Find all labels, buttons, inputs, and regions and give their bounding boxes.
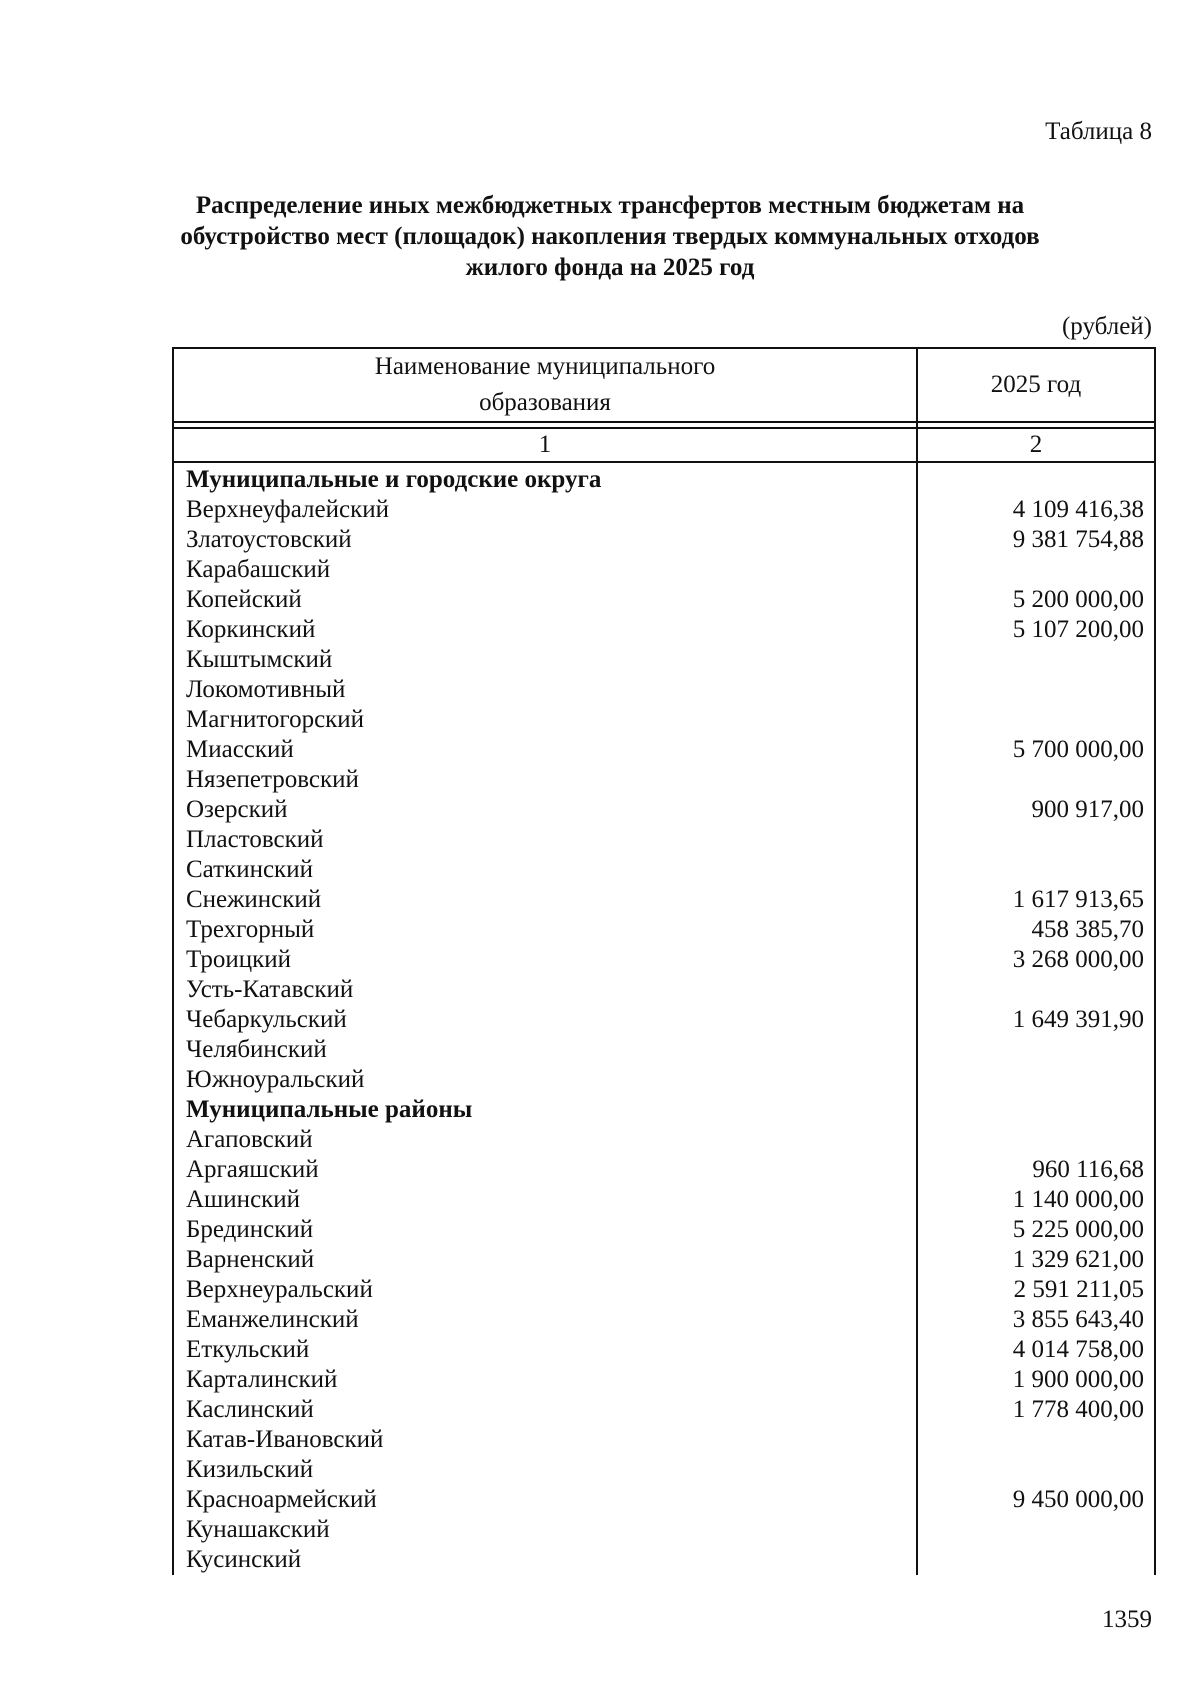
table-row (173, 945, 1155, 975)
table-row (173, 795, 1155, 825)
table-row (173, 1365, 1155, 1395)
table-row (173, 975, 1155, 1005)
municipality-name: Нязепетровский (173, 765, 917, 795)
column-number-1: 1 (173, 428, 917, 462)
table-row (173, 1185, 1155, 1215)
table-row (173, 1125, 1155, 1155)
municipality-name: Снежинский (173, 885, 917, 915)
municipality-name: Кыштымский (173, 645, 917, 675)
section-value-cell (917, 462, 1155, 495)
title-line: жилого фонда на 2025 год (465, 254, 755, 281)
column-header-year: 2025 год (917, 348, 1155, 422)
municipality-name: Чебаркульский (173, 1005, 917, 1035)
table-row (173, 1395, 1155, 1425)
amount-2025 (917, 1035, 1155, 1065)
amount-2025: 1 900 000,00 (917, 1365, 1155, 1395)
table-row (173, 1485, 1155, 1515)
table-row (173, 1155, 1155, 1185)
table-label: Таблица 8 (1045, 118, 1152, 145)
section-title: Муниципальные и городские округа (173, 462, 917, 495)
municipality-name: Миасский (173, 735, 917, 765)
municipality-name: Златоустовский (173, 525, 917, 555)
municipality-name: Саткинский (173, 855, 917, 885)
table-row (173, 1065, 1155, 1095)
allocation-table (172, 347, 1156, 1575)
amount-2025 (917, 975, 1155, 1005)
municipality-name: Южноуральский (173, 1065, 917, 1095)
municipality-name: Троицкий (173, 945, 917, 975)
municipality-name: Катав-Ивановский (173, 1425, 917, 1455)
table-row (173, 495, 1155, 525)
document-title (170, 190, 1050, 283)
amount-2025: 1 778 400,00 (917, 1395, 1155, 1425)
amount-2025: 5 225 000,00 (917, 1215, 1155, 1245)
section-row (173, 1095, 1155, 1125)
amount-2025: 9 381 754,88 (917, 525, 1155, 555)
municipality-name: Брединский (173, 1215, 917, 1245)
amount-2025 (917, 855, 1155, 885)
amount-2025 (917, 555, 1155, 585)
municipality-name: Локомотивный (173, 675, 917, 705)
municipality-name: Карабашский (173, 555, 917, 585)
section-title: Муниципальные районы (173, 1095, 917, 1125)
amount-2025: 5 200 000,00 (917, 585, 1155, 615)
municipality-name: Кусинский (173, 1545, 917, 1575)
table-row (173, 735, 1155, 765)
municipality-name: Агаповский (173, 1125, 917, 1155)
amount-2025: 3 268 000,00 (917, 945, 1155, 975)
table-row (173, 1455, 1155, 1485)
column-header-name: Наименование муниципального образования (173, 348, 917, 422)
amount-2025 (917, 675, 1155, 705)
municipality-name: Копейский (173, 585, 917, 615)
amount-2025: 900 917,00 (917, 795, 1155, 825)
municipality-name: Озерский (173, 795, 917, 825)
table-row (173, 675, 1155, 705)
amount-2025 (917, 1545, 1155, 1575)
municipality-name: Еманжелинский (173, 1305, 917, 1335)
amount-2025: 458 385,70 (917, 915, 1155, 945)
table-row (173, 1545, 1155, 1575)
municipality-name: Верхнеуральский (173, 1275, 917, 1305)
amount-2025: 5 700 000,00 (917, 735, 1155, 765)
amount-2025: 1 649 391,90 (917, 1005, 1155, 1035)
municipality-name: Карталинский (173, 1365, 917, 1395)
amount-2025: 5 107 200,00 (917, 615, 1155, 645)
municipality-name: Еткульский (173, 1335, 917, 1365)
table-row (173, 1335, 1155, 1365)
municipality-name: Кунашакский (173, 1515, 917, 1545)
municipality-name: Варненский (173, 1245, 917, 1275)
amount-2025: 960 116,68 (917, 1155, 1155, 1185)
municipality-name: Каслинский (173, 1395, 917, 1425)
municipality-name: Коркинский (173, 615, 917, 645)
table-row (173, 705, 1155, 735)
amount-2025: 2 591 211,05 (917, 1275, 1155, 1305)
municipality-name: Ашинский (173, 1185, 917, 1215)
municipality-name: Челябинский (173, 1035, 917, 1065)
section-row (173, 462, 1155, 495)
amount-2025: 9 450 000,00 (917, 1485, 1155, 1515)
page-number: 1359 (1102, 1606, 1152, 1633)
amount-2025: 1 329 621,00 (917, 1245, 1155, 1275)
table-row (173, 1215, 1155, 1245)
table-row (173, 1275, 1155, 1305)
amount-2025: 1 617 913,65 (917, 885, 1155, 915)
table-row (173, 765, 1155, 795)
table-row (173, 615, 1155, 645)
table-row (173, 1245, 1155, 1275)
table-row (173, 645, 1155, 675)
table-body (173, 462, 1155, 1575)
table-row (173, 885, 1155, 915)
table-row (173, 855, 1155, 885)
table-row (173, 1005, 1155, 1035)
municipality-name: Трехгорный (173, 915, 917, 945)
amount-2025 (917, 1125, 1155, 1155)
amount-2025 (917, 1425, 1155, 1455)
table-row (173, 525, 1155, 555)
title-line: обустройство мест (площадок) накопления твердых коммунальных отходов (180, 223, 1040, 250)
table-row (173, 825, 1155, 855)
amount-2025: 1 140 000,00 (917, 1185, 1155, 1215)
amount-2025 (917, 1515, 1155, 1545)
amount-2025 (917, 825, 1155, 855)
amount-2025 (917, 765, 1155, 795)
municipality-name: Магнитогорский (173, 705, 917, 735)
table-row (173, 1035, 1155, 1065)
amount-2025: 4 109 416,38 (917, 495, 1155, 525)
table-row (173, 1425, 1155, 1455)
column-number-2: 2 (917, 428, 1155, 462)
table-row (173, 555, 1155, 585)
municipality-name: Аргаяшский (173, 1155, 917, 1185)
table-row (173, 1305, 1155, 1335)
amount-2025 (917, 1065, 1155, 1095)
units-label: (рублей) (1061, 313, 1152, 340)
municipality-name: Пластовский (173, 825, 917, 855)
municipality-name: Верхнеуфалейский (173, 495, 917, 525)
table-row (173, 585, 1155, 615)
amount-2025 (917, 705, 1155, 735)
table-row (173, 915, 1155, 945)
municipality-name: Кизильский (173, 1455, 917, 1485)
amount-2025 (917, 645, 1155, 675)
amount-2025: 4 014 758,00 (917, 1335, 1155, 1365)
title-line: Распределение иных межбюджетных трансфертов местным бюджетам на (195, 192, 1025, 219)
amount-2025: 3 855 643,40 (917, 1305, 1155, 1335)
municipality-name: Усть-Катавский (173, 975, 917, 1005)
amount-2025 (917, 1455, 1155, 1485)
table-row (173, 1515, 1155, 1545)
section-value-cell (917, 1095, 1155, 1125)
municipality-name: Красноармейский (173, 1485, 917, 1515)
